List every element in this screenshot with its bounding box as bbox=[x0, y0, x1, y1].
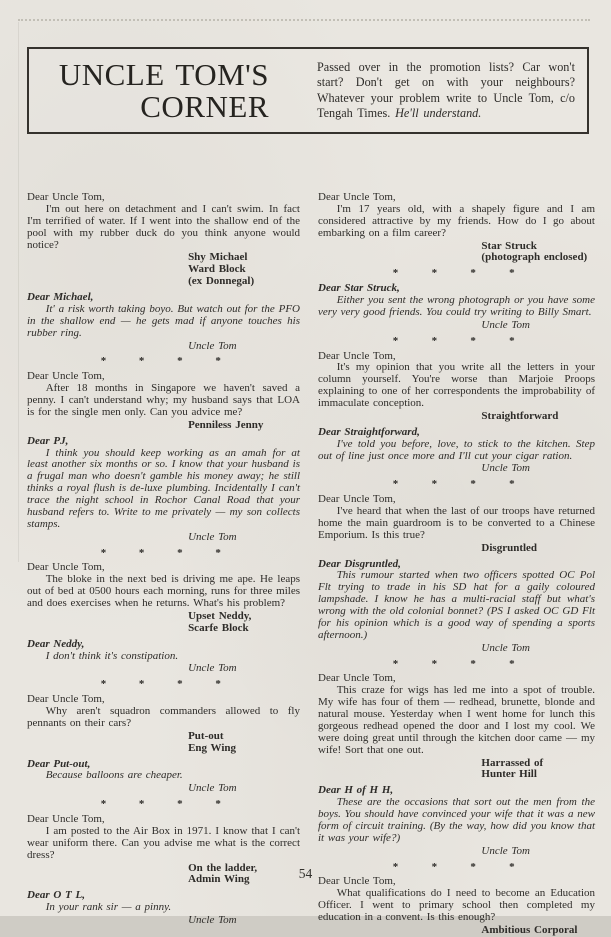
asterisk-glyph: * bbox=[509, 267, 515, 280]
uncle-tom-reply bbox=[27, 759, 300, 796]
signature bbox=[27, 252, 300, 288]
asterisk-glyph: * bbox=[431, 267, 438, 280]
signature bbox=[318, 463, 595, 475]
asterisk-glyph: * bbox=[100, 798, 107, 811]
reader-letter bbox=[318, 351, 595, 423]
signature-line: Uncle Tom bbox=[188, 662, 237, 675]
asterisk-glyph: * bbox=[470, 657, 476, 670]
asterisk-glyph: * bbox=[509, 478, 515, 491]
signature bbox=[27, 611, 300, 635]
reply-body: These are the occasions that sort out the men from the boys. You should have convinced your wife that it was a new form of circuit training. (By the way, how did you know that it was your wife?) bbox=[318, 796, 595, 844]
asterisk-glyph: * bbox=[100, 546, 107, 559]
signature bbox=[27, 420, 300, 432]
asterisk-glyph: * bbox=[431, 478, 438, 491]
letter-body: It's my opinion that you write all the letters in your column yourself. You're worse than Marjoie Proops explaining to one of her correspondents the improbability of immaculate conception. bbox=[318, 361, 595, 409]
asterisk-separator bbox=[101, 679, 221, 691]
signature-line: Uncle Tom bbox=[188, 339, 237, 352]
asterisk-glyph: * bbox=[177, 546, 183, 559]
signature-line: Shy Michael bbox=[188, 251, 248, 264]
asterisk-glyph: * bbox=[509, 657, 515, 670]
letters-columns bbox=[27, 191, 595, 936]
signature bbox=[27, 663, 300, 675]
asterisk-glyph: * bbox=[509, 334, 515, 347]
asterisk-glyph: * bbox=[392, 478, 399, 491]
signature bbox=[318, 543, 595, 555]
intro-text-italic: He'll understand. bbox=[395, 105, 482, 120]
asterisk-glyph: * bbox=[392, 267, 399, 280]
salutation: Dear Uncle Tom, bbox=[318, 493, 396, 506]
signature-line: Disgruntled bbox=[481, 541, 538, 554]
signature-line: (photograph enclosed) bbox=[481, 251, 588, 264]
signature bbox=[318, 758, 595, 782]
signature-line: Harrassed of bbox=[481, 756, 544, 769]
salutation: Dear Uncle Tom, bbox=[318, 191, 396, 203]
intro-text: Passed over in the promotion lists? Car won't start? Don't get on with your neighbours? Whatever your problem write to Uncle Tom, c/o Tengah Times. bbox=[317, 60, 575, 120]
asterisk-glyph: * bbox=[392, 334, 399, 347]
reader-letter bbox=[318, 673, 595, 781]
asterisk-separator bbox=[393, 659, 515, 671]
letter-body: I'm out here on detachment and I can't swim. In fact I'm terrified of water. If I went into the shallow end of the pool with my rubber duck do you think anyone would notice? bbox=[27, 202, 300, 251]
signature bbox=[27, 341, 300, 353]
signature-line: Uncle Tom bbox=[481, 318, 530, 331]
asterisk-glyph: * bbox=[215, 678, 221, 691]
salutation: Dear Uncle Tom, bbox=[318, 875, 396, 888]
page-edge-rule bbox=[18, 22, 19, 562]
signature bbox=[27, 783, 300, 795]
signature bbox=[318, 411, 595, 423]
uncle-tom-reply bbox=[27, 436, 300, 544]
asterisk-separator bbox=[101, 799, 221, 811]
salutation: Dear PJ, bbox=[27, 434, 69, 447]
salutation: Dear Star Struck, bbox=[318, 282, 400, 295]
salutation: Dear Disgruntled, bbox=[318, 557, 401, 570]
salutation: Dear Michael, bbox=[27, 291, 94, 303]
uncle-tom-reply bbox=[318, 427, 595, 476]
signature-line: Put-out bbox=[188, 729, 224, 742]
asterisk-glyph: * bbox=[431, 334, 438, 347]
signature-line: Ward Block bbox=[188, 263, 246, 276]
letter-body: Why aren't squadron commanders allowed to fly pennants on their cars? bbox=[27, 705, 300, 729]
salutation: Dear O T L, bbox=[27, 889, 85, 902]
asterisk-glyph: * bbox=[100, 678, 107, 691]
asterisk-glyph: * bbox=[215, 798, 221, 811]
signature-line: Eng Wing bbox=[188, 741, 237, 754]
asterisk-glyph: * bbox=[470, 334, 476, 347]
asterisk-glyph: * bbox=[100, 355, 107, 368]
signature-line: Uncle Tom bbox=[188, 782, 237, 795]
uncle-tom-reply bbox=[318, 559, 595, 655]
signature-line: Uncle Tom bbox=[481, 641, 530, 654]
letter-body: This craze for wigs has led me into a spot of trouble. My wife has four of them — redhead, brunette, blonde and natural mouse. Yesterday when I went home for lunch this gorgeous redhead opened the door and I lost my cool. We were doing great until through the kitchen door came — my wife! Sort that one out. bbox=[318, 684, 595, 756]
signature bbox=[27, 915, 300, 927]
asterisk-glyph: * bbox=[138, 355, 145, 368]
uncle-tom-reply bbox=[27, 639, 300, 676]
column-masthead bbox=[29, 56, 269, 124]
signature-line: Straightforward bbox=[481, 409, 559, 422]
salutation: Dear Uncle Tom, bbox=[27, 813, 105, 825]
uncle-tom-reply bbox=[27, 890, 300, 927]
signature-line: Admin Wing bbox=[188, 873, 250, 886]
asterisk-glyph: * bbox=[392, 860, 399, 873]
asterisk-glyph: * bbox=[470, 478, 476, 491]
letter-body: The bloke in the next bed is driving me ape. He leaps out of bed at 0500 hours each morning, runs for three miles and does exercises when he returns. What's his problem? bbox=[27, 573, 300, 609]
uncle-tom-reply bbox=[318, 283, 595, 332]
reply-body: Either you sent the wrong photograph or you have some very very good friends. You could try writing to Billy Smart. bbox=[318, 294, 595, 318]
reader-letter bbox=[318, 494, 595, 554]
signature-line: Uncle Tom bbox=[188, 914, 237, 926]
asterisk-glyph: * bbox=[138, 678, 145, 691]
asterisk-glyph: * bbox=[470, 267, 476, 280]
reply-body: I don't think it's constipation. bbox=[45, 649, 179, 662]
signature bbox=[318, 241, 595, 265]
page-number: 54 bbox=[298, 866, 313, 881]
reader-letter bbox=[318, 876, 595, 936]
salutation: Dear Uncle Tom, bbox=[27, 191, 105, 203]
right-column bbox=[318, 191, 595, 936]
reply-body: In your rank sir — a pinny. bbox=[45, 901, 172, 914]
reader-letter bbox=[318, 192, 595, 264]
asterisk-separator bbox=[393, 479, 515, 491]
signature bbox=[318, 846, 595, 858]
salutation: Dear H of H H, bbox=[318, 784, 394, 797]
signature-line: Uncle Tom bbox=[481, 844, 530, 857]
salutation: Dear Uncle Tom, bbox=[27, 561, 105, 574]
asterisk-glyph: * bbox=[215, 546, 221, 559]
reader-letter bbox=[27, 694, 300, 754]
asterisk-glyph: * bbox=[177, 798, 183, 811]
left-column bbox=[27, 191, 300, 926]
letter-body: After 18 months in Singapore we haven't saved a penny. I can't understand why; my husband says that LOA is for the single men only. Can you advice me? bbox=[27, 382, 300, 418]
asterisk-glyph: * bbox=[470, 860, 476, 873]
asterisk-glyph: * bbox=[177, 355, 183, 368]
masthead-line-1: UNCLE TOM'S bbox=[58, 56, 269, 92]
salutation: Dear Uncle Tom, bbox=[318, 349, 396, 362]
asterisk-separator bbox=[101, 356, 221, 368]
signature bbox=[318, 643, 595, 655]
signature-line: Uncle Tom bbox=[481, 462, 530, 475]
page-top-dotted-rule bbox=[18, 19, 590, 21]
letter-body: What qualifications do I need to become an Education Officer. I went to primary school then completed my education in a convent. Is this enough? bbox=[318, 887, 595, 923]
uncle-tom-reply bbox=[27, 292, 300, 352]
signature bbox=[27, 532, 300, 544]
asterisk-separator bbox=[101, 548, 221, 560]
asterisk-separator bbox=[393, 336, 515, 348]
asterisk-glyph: * bbox=[138, 546, 145, 559]
reply-body: I think you should keep working as an amah for at least another six months or so. I know that your husband is a frugal man who doesn't gamble his money away; he still thinks a royal flush is de-luxe plumbing. Incidentally I can't trace the night school in Rochor Canal Road that your husband refers to. Write to me privately — my son collects stamps. bbox=[27, 446, 300, 530]
column-intro bbox=[269, 60, 587, 121]
masthead-line-2: CORNER bbox=[140, 88, 269, 124]
asterisk-separator bbox=[393, 268, 515, 280]
asterisk-glyph: * bbox=[215, 355, 221, 368]
signature-line: Uncle Tom bbox=[188, 530, 237, 543]
salutation: Dear Uncle Tom, bbox=[318, 672, 396, 685]
signature-line: Scarfe Block bbox=[188, 621, 249, 634]
reader-letter bbox=[27, 371, 300, 431]
asterisk-glyph: * bbox=[138, 798, 145, 811]
signature bbox=[318, 320, 595, 332]
column-header-box bbox=[27, 47, 589, 134]
salutation: Dear Straightforward, bbox=[318, 425, 420, 438]
asterisk-glyph: * bbox=[392, 657, 399, 670]
signature-line: Star Struck bbox=[481, 239, 537, 252]
reader-letter bbox=[27, 562, 300, 634]
reply-body: It' a risk worth taking boyo. But watch out for the PFO in the shallow end — he gets mad if anyone touches his rubber ring. bbox=[27, 302, 300, 339]
asterisk-glyph: * bbox=[509, 860, 515, 873]
salutation: Dear Uncle Tom, bbox=[27, 370, 105, 383]
letter-body: I've heard that when the last of our troops have returned home the main guardroom is to be converted to a Chinese Emporium. Is this true? bbox=[318, 505, 595, 541]
signature bbox=[27, 731, 300, 755]
reader-letter bbox=[27, 192, 300, 288]
signature-line: On the ladder, bbox=[188, 861, 258, 874]
reply-body: Because balloons are cheaper. bbox=[45, 769, 183, 782]
signature-line: Hunter Hill bbox=[481, 768, 537, 781]
reply-body: This rumour started when two officers spotted OC Pol Flt trying to trade in his SD hat for a gaily coloured lampshade. I know he has a multi-racial staff but what's wrong with the old colonial bonnet? (PS I asked OC GD Flt for his opinion which is a good way of spending a sports afternoon.) bbox=[318, 569, 595, 641]
asterisk-glyph: * bbox=[177, 678, 183, 691]
uncle-tom-reply bbox=[318, 785, 595, 857]
asterisk-glyph: * bbox=[431, 860, 438, 873]
salutation: Dear Uncle Tom, bbox=[27, 693, 105, 706]
signature-line: (ex Donnegal) bbox=[188, 275, 255, 288]
signature-line: Penniless Jenny bbox=[188, 418, 264, 431]
signature-line: Upset Neddy, bbox=[188, 609, 252, 622]
asterisk-glyph: * bbox=[431, 657, 438, 670]
letter-body: I'm 17 years old, with a shapely figure and I am considered attractive by my friends. How do I go about embarking on a film career? bbox=[318, 202, 595, 239]
salutation: Dear Put-out, bbox=[27, 757, 91, 770]
reply-body: I've told you before, love, to stick to the kitchen. Step out of line just once more and I'll cut your cigar ration. bbox=[318, 437, 595, 462]
salutation: Dear Neddy, bbox=[27, 637, 85, 650]
signature bbox=[318, 925, 595, 937]
signature-line: Ambitious Corporal bbox=[481, 923, 578, 936]
letter-body: I am posted to the Air Box in 1971. I know that I can't wear uniform there. Can you advise me what is the correct dress? bbox=[27, 824, 300, 861]
